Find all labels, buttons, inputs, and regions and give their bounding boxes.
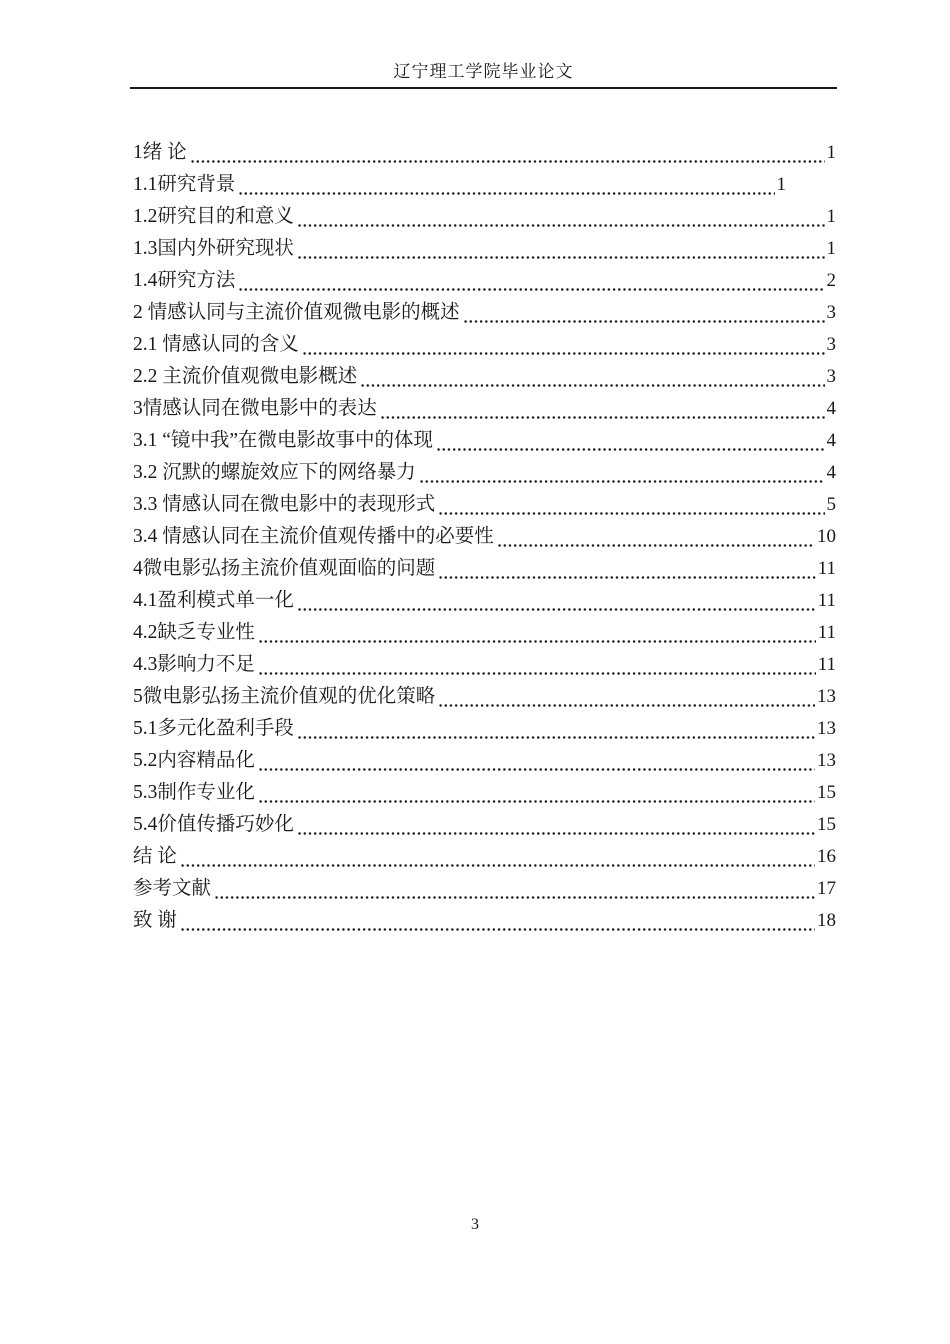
toc-entry-label: 1绪 论 — [133, 142, 187, 163]
toc-entry-page: 13 — [817, 718, 836, 739]
toc-entry-label: 5.1多元化盈利手段 — [133, 718, 294, 739]
toc-entry-page: 18 — [817, 910, 836, 931]
toc-entry[interactable] — [133, 809, 836, 841]
toc-entry-page: 11 — [817, 622, 836, 643]
toc-entry[interactable] — [133, 329, 836, 361]
toc-entry-label: 5.3制作专业化 — [133, 782, 255, 803]
toc-entry-label: 2.1 情感认同的含义 — [133, 334, 299, 355]
toc-entry[interactable] — [133, 137, 836, 169]
dot-leader — [437, 553, 815, 585]
toc-entry-label: 参考文献 — [133, 878, 212, 899]
toc-entry[interactable] — [133, 233, 836, 265]
dot-leader — [296, 201, 825, 233]
toc-entry-page: 4 — [826, 398, 836, 419]
toc-entry[interactable] — [133, 297, 836, 329]
toc-entry-page: 3 — [826, 302, 836, 323]
toc-entry[interactable] — [133, 489, 836, 521]
dot-leader — [496, 521, 815, 553]
dot-leader — [379, 393, 825, 425]
toc-entry[interactable] — [133, 361, 836, 393]
toc-entry-label: 3.3 情感认同在微电影中的表现形式 — [133, 494, 436, 515]
dot-leader — [213, 873, 815, 905]
dot-leader — [435, 425, 824, 457]
toc-entry[interactable] — [133, 841, 836, 873]
toc-entry-page: 15 — [817, 814, 836, 835]
toc-entry-label: 5微电影弘扬主流价值观的优化策略 — [133, 686, 436, 707]
page-header — [130, 0, 837, 89]
toc-entry-page: 1 — [826, 142, 836, 163]
toc-entry[interactable] — [133, 201, 836, 233]
toc-entry-page: 4 — [826, 430, 836, 451]
toc-entry-label: 3情感认同在微电影中的表达 — [133, 398, 377, 419]
toc-entry-label: 1.1研究背景 — [133, 174, 236, 195]
dot-leader — [257, 649, 816, 681]
toc-entry[interactable] — [133, 905, 836, 937]
toc-entry[interactable] — [133, 521, 836, 553]
dot-leader — [296, 713, 815, 745]
toc-entry-page: 15 — [817, 782, 836, 803]
toc-entry-page: 13 — [817, 750, 836, 771]
header-title: 辽宁理工学院毕业论文 — [393, 62, 574, 81]
toc-entry-label: 4.2缺乏专业性 — [133, 622, 255, 643]
toc-entry[interactable] — [133, 713, 836, 745]
toc-entry[interactable] — [133, 681, 836, 713]
toc-entry-label: 结 论 — [133, 846, 177, 867]
toc-entry[interactable] — [133, 745, 836, 777]
toc-entry[interactable] — [133, 873, 836, 905]
dot-leader — [237, 265, 824, 297]
toc-entry[interactable] — [133, 393, 836, 425]
toc-entry-page: 11 — [817, 654, 836, 675]
toc-entry[interactable] — [133, 457, 836, 489]
dot-leader — [296, 233, 825, 265]
toc-entry-page: 11 — [817, 590, 836, 611]
toc-entry-label: 3.4 情感认同在主流价值观传播中的必要性 — [133, 526, 494, 547]
toc-entry[interactable] — [133, 265, 836, 297]
page-number: 3 — [471, 1216, 479, 1233]
toc-entry-page: 11 — [817, 558, 836, 579]
toc-entry-label: 4.1盈利模式单一化 — [133, 590, 294, 611]
toc-entry-page: 1 — [826, 238, 836, 259]
toc-entry-label: 5.2内容精品化 — [133, 750, 255, 771]
toc-entry-label: 1.3国内外研究现状 — [133, 238, 294, 259]
dot-leader — [189, 137, 825, 169]
toc-entry[interactable] — [133, 777, 836, 809]
toc-entry-label: 4微电影弘扬主流价值观面临的问题 — [133, 558, 436, 579]
toc-entry-page: 4 — [826, 462, 836, 483]
dot-leader — [296, 809, 815, 841]
toc-entry[interactable] — [133, 553, 836, 585]
dot-leader — [301, 329, 825, 361]
toc-entry-page: 1 — [826, 206, 836, 227]
toc-entry-page: 2 — [826, 270, 836, 291]
toc-entry-page: 3 — [826, 366, 836, 387]
dot-leader — [179, 841, 815, 873]
toc-list — [133, 137, 836, 937]
toc-entry-page: 1 — [776, 174, 786, 195]
toc-entry-label: 4.3影响力不足 — [133, 654, 255, 675]
dot-leader — [257, 777, 815, 809]
toc-entry-page: 10 — [817, 526, 836, 547]
toc-entry[interactable] — [133, 169, 836, 201]
toc-entry-label: 5.4价值传播巧妙化 — [133, 814, 294, 835]
toc-entry-label: 2 情感认同与主流价值观微电影的概述 — [133, 302, 460, 323]
toc-entry-page: 5 — [826, 494, 836, 515]
toc-entry-label: 1.2研究目的和意义 — [133, 206, 294, 227]
dot-leader — [179, 905, 815, 937]
toc-entry-label: 3.2 沉默的螺旋效应下的网络暴力 — [133, 462, 416, 483]
dot-leader — [257, 745, 815, 777]
toc-entry[interactable] — [133, 425, 836, 457]
toc-entry[interactable] — [133, 585, 836, 617]
toc-entry[interactable] — [133, 649, 836, 681]
dot-leader — [437, 681, 815, 713]
toc-entry-page: 16 — [817, 846, 836, 867]
dot-leader — [237, 169, 774, 201]
toc-entry-label: 3.1 “镜中我”在微电影故事中的体现 — [133, 430, 434, 451]
toc-entry-page: 3 — [826, 334, 836, 355]
toc-entry-label: 2.2 主流价值观微电影概述 — [133, 366, 358, 387]
dot-leader — [257, 617, 816, 649]
dot-leader — [462, 297, 825, 329]
dot-leader — [418, 457, 825, 489]
dot-leader — [437, 489, 824, 521]
toc-entry-label: 1.4研究方法 — [133, 270, 236, 291]
toc-entry-label: 致 谢 — [133, 910, 177, 931]
toc-entry[interactable] — [133, 617, 836, 649]
toc-entry-page: 17 — [817, 878, 836, 899]
toc-entry-page: 13 — [817, 686, 836, 707]
dot-leader — [296, 585, 816, 617]
dot-leader — [359, 361, 824, 393]
